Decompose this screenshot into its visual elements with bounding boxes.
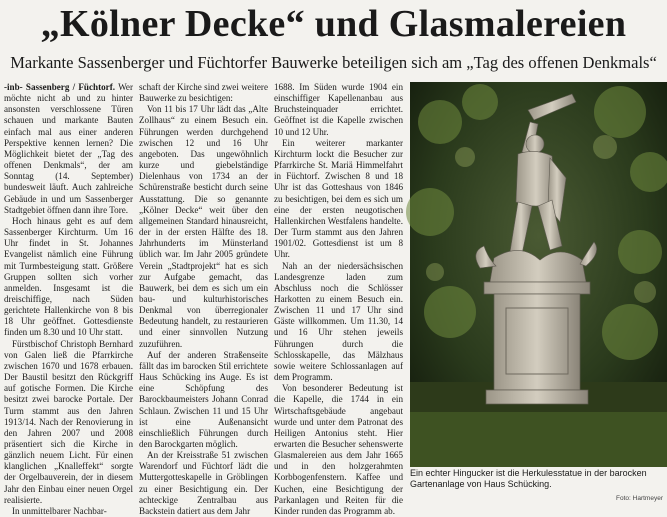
paragraph: Fürstbischof Christoph Bernhard von Galen ließ die Pfarrkirche zwischen 1670 und 1678 erbauen. Der Baustil besitzt den Rückgriff auf gotische Formen. Die Kirche besitzt zwei barocke Portale. Der Turm stammt aus den Jahren 1913/14. Nach der Renovierung in den Jahren 2007 und 2008 präsentiert sich die Kirche in gänzlich neuem Licht. Für einen klanglichen „Knalleffekt“ sorgte der Orgelbauverein, der in diesem Jahr den Einbau einer neuen Orgel realisierte.	[4, 338, 133, 505]
paragraph: An der Kreisstraße 51 zwischen Warendorf und Füchtorf lädt die Muttergotteskapelle in Gröblingen zu einer Besichtigung ein. Der achteckige Zentralbau aus Backstein datiert aus dem Jahr	[139, 450, 268, 516]
headline: „Kölner Decke“ und Glasmalereien	[40, 3, 627, 45]
paragraph: schaft der Kirche sind zwei weitere Bauwerke zu besichtigen:	[139, 82, 268, 104]
paragraph: Auf der anderen Straßenseite fällt das im barocken Stil errichtete Haus Schücking ins Auge. Es ist eine Schöpfung des Barockbaumeisters Johann Conrad Schlaun. Zwischen 11 und 15 Uhr ist eine Außenansicht einschließlich Führungen durch den Barockgarten möglich.	[139, 349, 268, 449]
photo-credit: Foto: Hartmeyer	[616, 495, 663, 502]
article-body	[4, 82, 404, 516]
paragraph: Von 11 bis 17 Uhr lädt das „Alte Zollhaus“ zu einem Besuch ein. Führungen werden durchgehend zwischen 12 und 16 Uhr angeboten. Das ungewöhnlich kurze und giebelständige Dielenhaus von 1734 an der Schürenstraße besticht durch seine Ausstattung. Die so genannte „Kölner Decke“ weit über den allgemeinen Standard hinausreicht, der in der ersten Hälfte des 18. Jahrhunderts im Münsterland üblich war. Im Jahr 2005 gründete Verein „Stadtprojekt“ hat es sich zur Aufgabe gemacht, das Bauwerk, bei dem es sich um ein bau- und kulturhistorisches Denkmal von überregionaler Bedeutung handelt, zu restaurieren und einer sinnvollen Nutzung zuzuführen.	[139, 104, 268, 349]
paragraph: Hoch hinaus geht es auf dem Sassenberger Kirchturm. Um 16 Uhr findet in St. Johannes Evangelist nämlich eine Führung mit Turmbesteigung statt. Größere Gruppen sollten sich vorher anmelden. Insgesamt ist die dreischiffige, nach Süden gerichtete Hallenkirche von 8 bis 18 Uhr geöffnet. Gottesdienste finden um 8.30 und 10 Uhr statt.	[4, 215, 133, 338]
paragraph: In unmittelbarer Nachbar-	[12, 505, 107, 516]
paragraph: Von besonderer Bedeutung ist die Kapelle, die 1744 in ein Wirtschaftsgebäude angebaut wurde und unter dem Patronat des Heiligen Antonius steht. Hier erwarten die Besucher sehenswerte Glasmalereien aus dem Jahr 1665 und in den holzgerahmten Korbbogenfenstern. Kaffee und Kuchen, eine Besichtigung der Parkanlagen und Reiten für die Kinder runden das Programm ab.	[274, 383, 403, 516]
article-column-1	[4, 82, 133, 516]
article-column-3	[274, 82, 403, 516]
paragraph: Wer möchte nicht ab und zu hinter ansonsten verschlossene Türen schauen und markante Bauten einfach mal aus einer anderen Perspektive kennen lernen? Die Möglichkeit bietet der „Tag des offenen Denkmals“, der am Sonntag (14. September) bundesweit läuft. Auch zahlreiche Gebäude in und um Sassenberger Stadtgebiet öffnen dann ihre Tore.	[4, 82, 133, 215]
dateline: -inb- Sassenberg / Füchtorf.	[4, 82, 115, 92]
article-column-2	[139, 82, 268, 516]
paragraph: Nah an der niedersächsischen Landesgrenze laden zum Abschluss noch die Schlösser Harkotten zu einem Besuch ein. Zwischen 11 und 17 Uhr sind Gäste willkommen. Um 11.30, 14 und 16 Uhr stehen jeweils Führungen durch die Schlosskapelle, das Mälzhaus sowie weitere Schlossanlagen auf dem Programm.	[274, 260, 403, 383]
paragraph: 1688. Im Süden wurde 1904 ein einschiffiger Kapellenanbau aus Bruchsteinquader errichtet. Geöffnet ist die Kapelle zwischen 10 und 12 Uhr.	[274, 82, 403, 137]
photo-caption: Ein echter Hingucker ist die Herkulesstatue in der barocken Gartenanlage von Haus Schücking.	[410, 468, 647, 489]
paragraph: Ein weiterer markanter Kirchturm lockt die Besucher zur Pfarrkirche St. Mariä Himmelfahrt in Füchtorf. Zwischen 8 und 18 Uhr ist das Gotteshaus von 1846 zu besichtigen, bei dem es sich um eine der ersten neugotischen Hallenkirchen Westfalens handelte. Der Turm stammt aus den Jahren 1901/02. Gottesdienst ist um 8 Uhr.	[274, 137, 403, 260]
hercules-statue-photo	[410, 82, 667, 467]
subheadline: Markante Sassenberger und Füchtorfer Bauwerke beteiligen sich am „Tag des offenen Denkmals“	[10, 53, 657, 72]
